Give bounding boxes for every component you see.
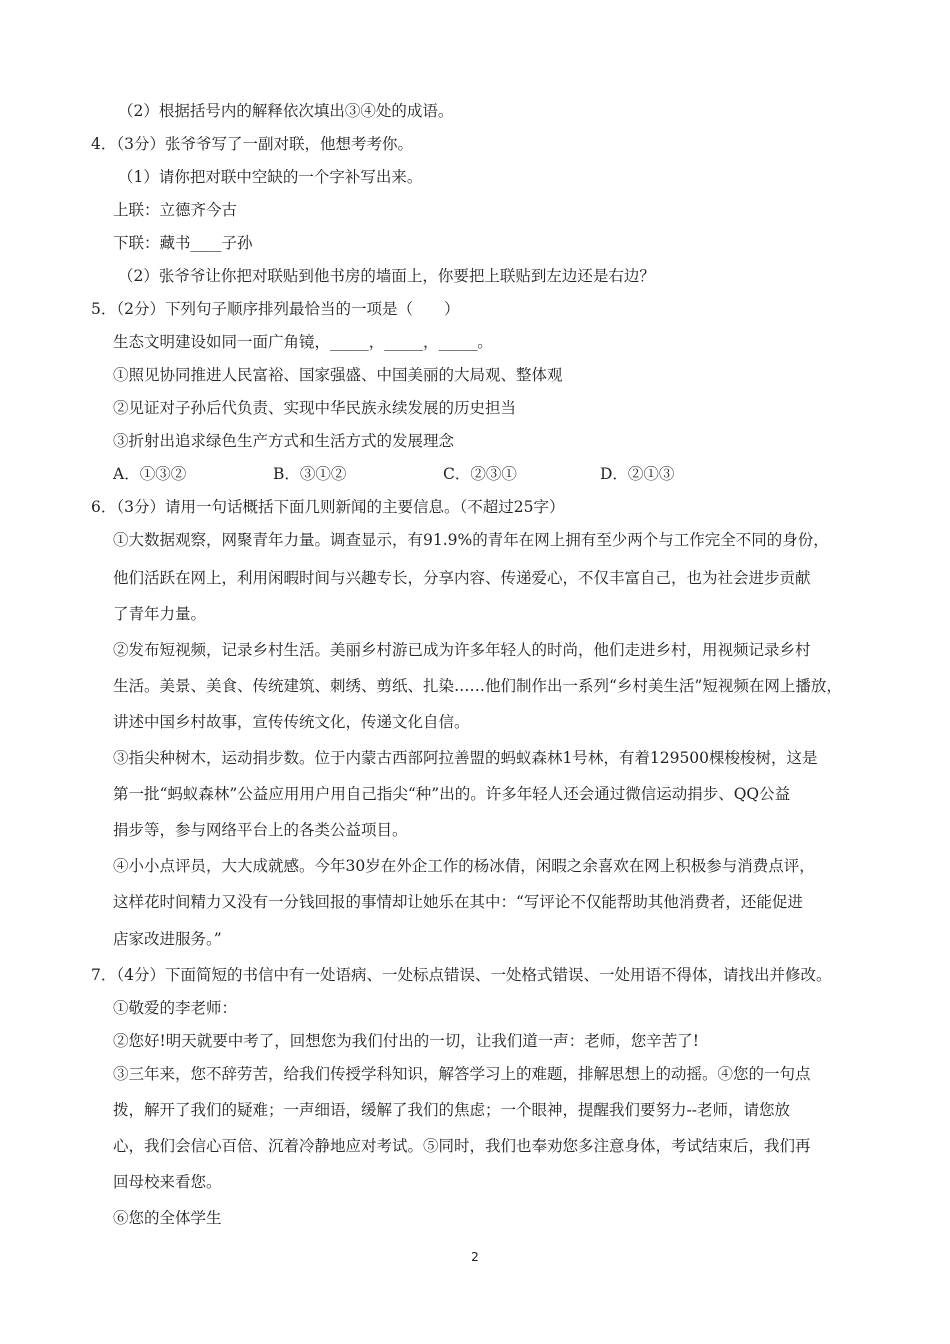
q6-title: 6．（3分）请用一句话概括下面几则新闻的主要信息。（不超过25字） bbox=[91, 498, 565, 516]
q5-option-d: D．②①③ bbox=[600, 465, 675, 483]
news-4-line-2: 这样花时间精力又没有一分钱回报的事情却让她乐在其中：“写评论不仅能帮助其他消费者，还能促进 bbox=[113, 893, 803, 911]
news-2-line-2: 生活。美景、美食、传统建筑、刺绣、剪纸、扎染……他们制作出一系列“乡村美生活”短视频在网上播放， bbox=[113, 677, 842, 695]
q5-sentence-3: ③折射出追求绿色生产方式和生活方式的发展理念 bbox=[113, 432, 455, 450]
q7-title: 7．（4分）下面简短的书信中有一处语病、一处标点错误、一处格式错误、一处用语不得体，请找出并修改。 bbox=[91, 966, 832, 984]
couplet-upper: 上联：立德齐今古 bbox=[113, 201, 238, 219]
q5-sentence-2: ②见证对子孙后代负责、实现中华民族永续发展的历史担当 bbox=[113, 399, 517, 417]
q5-title: 5．（2分）下列句子顺序排列最恰当的一项是（ ） bbox=[91, 300, 460, 318]
q5-option-c: C．②③① bbox=[443, 465, 517, 483]
letter-signature: ⑥您的全体学生 bbox=[113, 1209, 222, 1227]
news-1-line-2: 他们活跃在网上，利用闲暇时间与兴趣专长，分享内容、传递爱心，不仅丰富自己，也为社会进步贡献 bbox=[113, 569, 811, 587]
letter-salutation: ①敬爱的李老师： bbox=[113, 999, 238, 1017]
couplet-lower: 下联：藏书____子孙 bbox=[113, 234, 253, 252]
news-4-line-3: 店家改进服务。” bbox=[113, 930, 222, 948]
news-4-line-1: ④小小点评员，大大成就感。今年30岁在外企工作的杨冰倩，闲暇之余喜欢在网上积极参与消费点评， bbox=[113, 857, 815, 875]
q5-stem: 生态文明建设如同一面广角镜，_____，_____，_____。 bbox=[113, 333, 493, 351]
news-2-line-1: ②发布短视频，记录乡村生活。美丽乡村游已成为许多年轻人的时尚，他们走进乡村，用视频记录乡村 bbox=[113, 641, 811, 659]
letter-greeting: ②您好!明天就要中考了，回想您为我们付出的一切，让我们道一声：老师，您辛苦了! bbox=[113, 1032, 699, 1050]
news-3-line-3: 捐步等，参与网络平台上的各类公益项目。 bbox=[113, 821, 408, 839]
q4-title: 4．（3分）张爷爷写了一副对联，他想考考你。 bbox=[91, 135, 413, 153]
news-1-line-1: ①大数据观察，网聚青年力量。调查显示，有91.9%的青年在网上拥有至少两个与工作完全不同的身份， bbox=[113, 531, 829, 549]
letter-body-line-2: 拨，解开了我们的疑难；一声细语，缓解了我们的焦虑；一个眼神，提醒我们要努力--老师，请您放 bbox=[113, 1101, 790, 1119]
letter-body-line-4: 回母校来看您。 bbox=[113, 1173, 222, 1191]
q4-part2: （2）张爷爷让你把对联贴到他书房的墙面上，你要把上联贴到左边还是右边？ bbox=[118, 267, 655, 285]
news-3-line-2: 第一批“蚂蚁森林”公益应用用户用自己指尖“种”出的。许多年轻人还会通过微信运动捐步、QQ公益 bbox=[113, 785, 791, 803]
q4-part1: （1）请你把对联中空缺的一个字补写出来。 bbox=[118, 168, 423, 186]
q5-option-a: A．①③② bbox=[113, 465, 187, 483]
letter-body-line-1: ③三年来，您不辞劳苦，给我们传授学科知识，解答学习上的难题，排解思想上的动摇。④您的一句点 bbox=[113, 1065, 811, 1083]
letter-body-line-3: 心，我们会信心百倍、沉着冷静地应对考试。⑤同时，我们也奉劝您多注意身体，考试结束后，我们再 bbox=[113, 1137, 811, 1155]
q3-part2: （2）根据括号内的解释依次填出③④处的成语。 bbox=[118, 102, 454, 120]
q5-option-b: B．③①② bbox=[273, 465, 347, 483]
news-1-line-3: 了青年力量。 bbox=[113, 605, 207, 623]
q5-sentence-1: ①照见协同推进人民富裕、国家强盛、中国美丽的大局观、整体观 bbox=[113, 366, 563, 384]
page-number: 2 bbox=[471, 1250, 479, 1264]
news-2-line-3: 讲述中国乡村故事，宣传传统文化，传递文化自信。 bbox=[113, 713, 470, 731]
news-3-line-1: ③指尖种树木，运动捐步数。位于内蒙古西部阿拉善盟的蚂蚁森林1号林，有着129500棵梭梭树，这是 bbox=[113, 749, 818, 767]
